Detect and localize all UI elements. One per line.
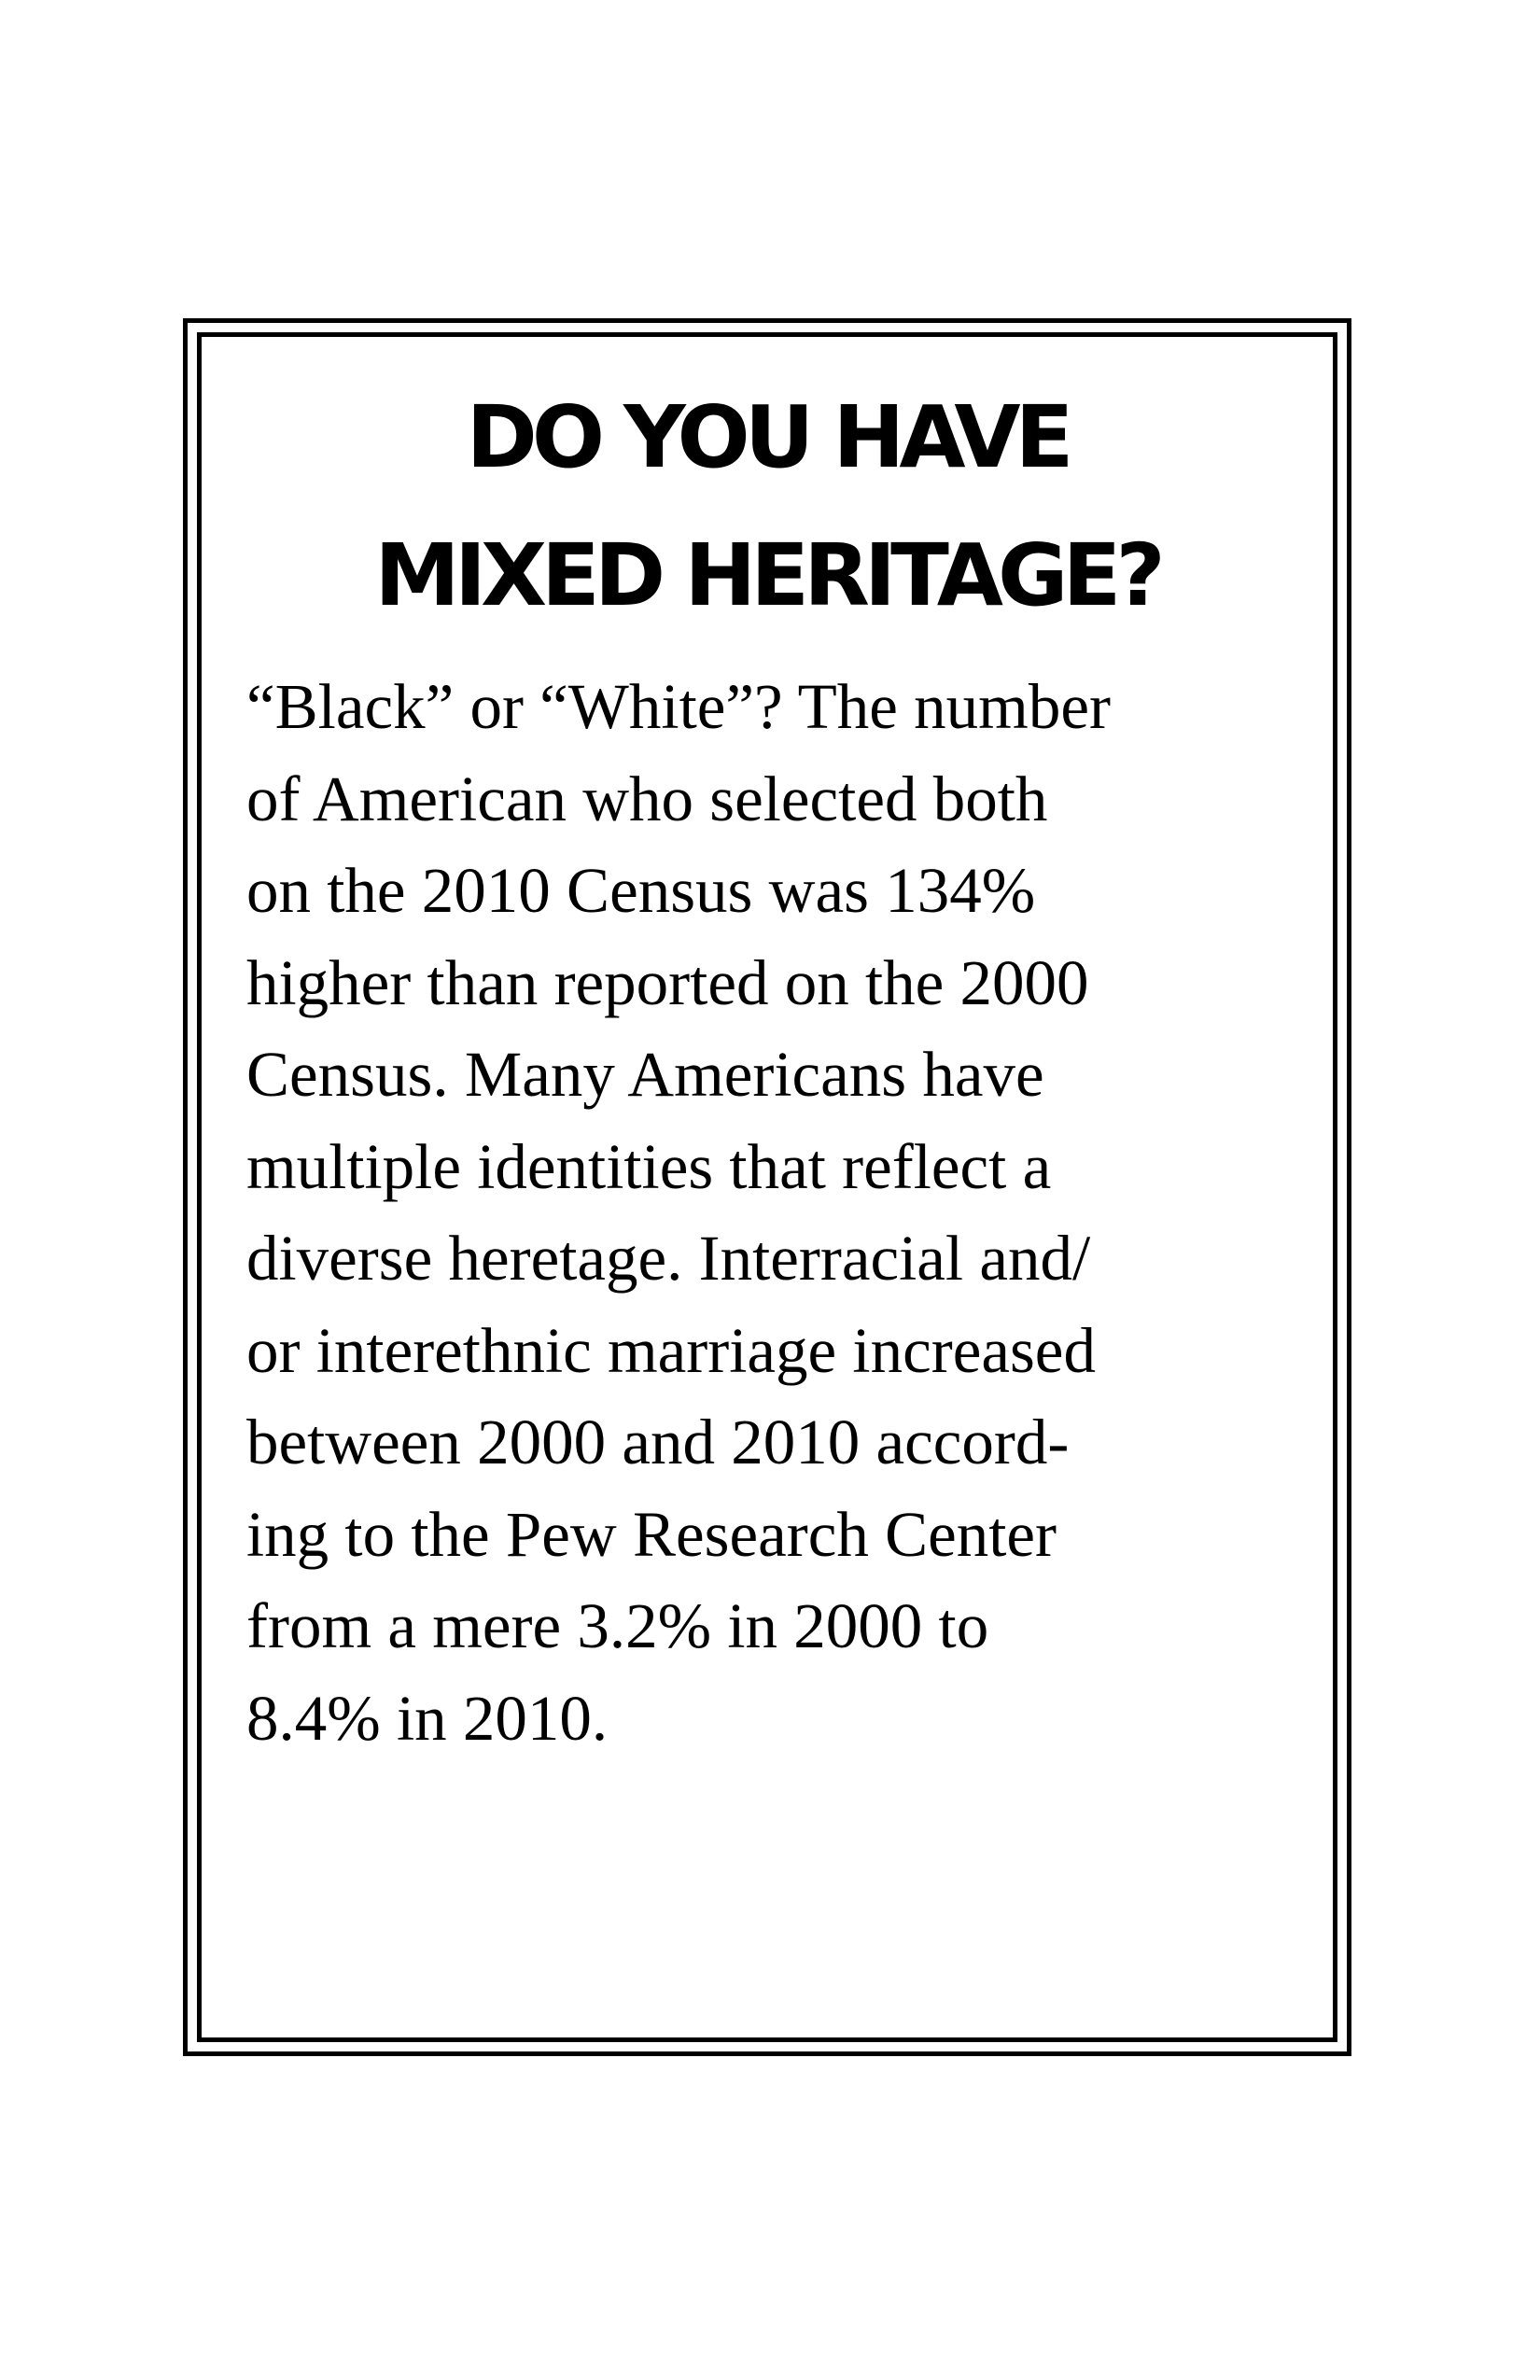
body-line: higher than reported on the 2000 (246, 946, 1089, 1018)
heading-line-1: DO YOU HAVE (466, 387, 1069, 487)
body-line: from a mere 3.2% in 2000 to (246, 1590, 989, 1661)
body-line: of American who selected both (246, 763, 1048, 834)
body-line: diverse heretage. Interracial and/ (246, 1223, 1091, 1294)
body-line: on the 2010 Census was 134% (246, 855, 1036, 926)
body-line: multiple identities that reflect a (246, 1130, 1052, 1202)
body-line: or interethnic marriage increased (246, 1314, 1096, 1386)
page-heading (202, 369, 1333, 645)
body-line: “Black” or “White”? The number (246, 671, 1111, 742)
body-paragraph (246, 661, 1310, 1764)
body-line: Census. Many Americans have (246, 1039, 1044, 1110)
body-line: 8.4% in 2010. (246, 1682, 609, 1754)
body-line: between 2000 and 2010 accord- (246, 1407, 1070, 1477)
body-line: ing to the Pew Research Center (246, 1498, 1057, 1570)
heading-line-2: MIXED HERITAGE? (374, 525, 1160, 625)
